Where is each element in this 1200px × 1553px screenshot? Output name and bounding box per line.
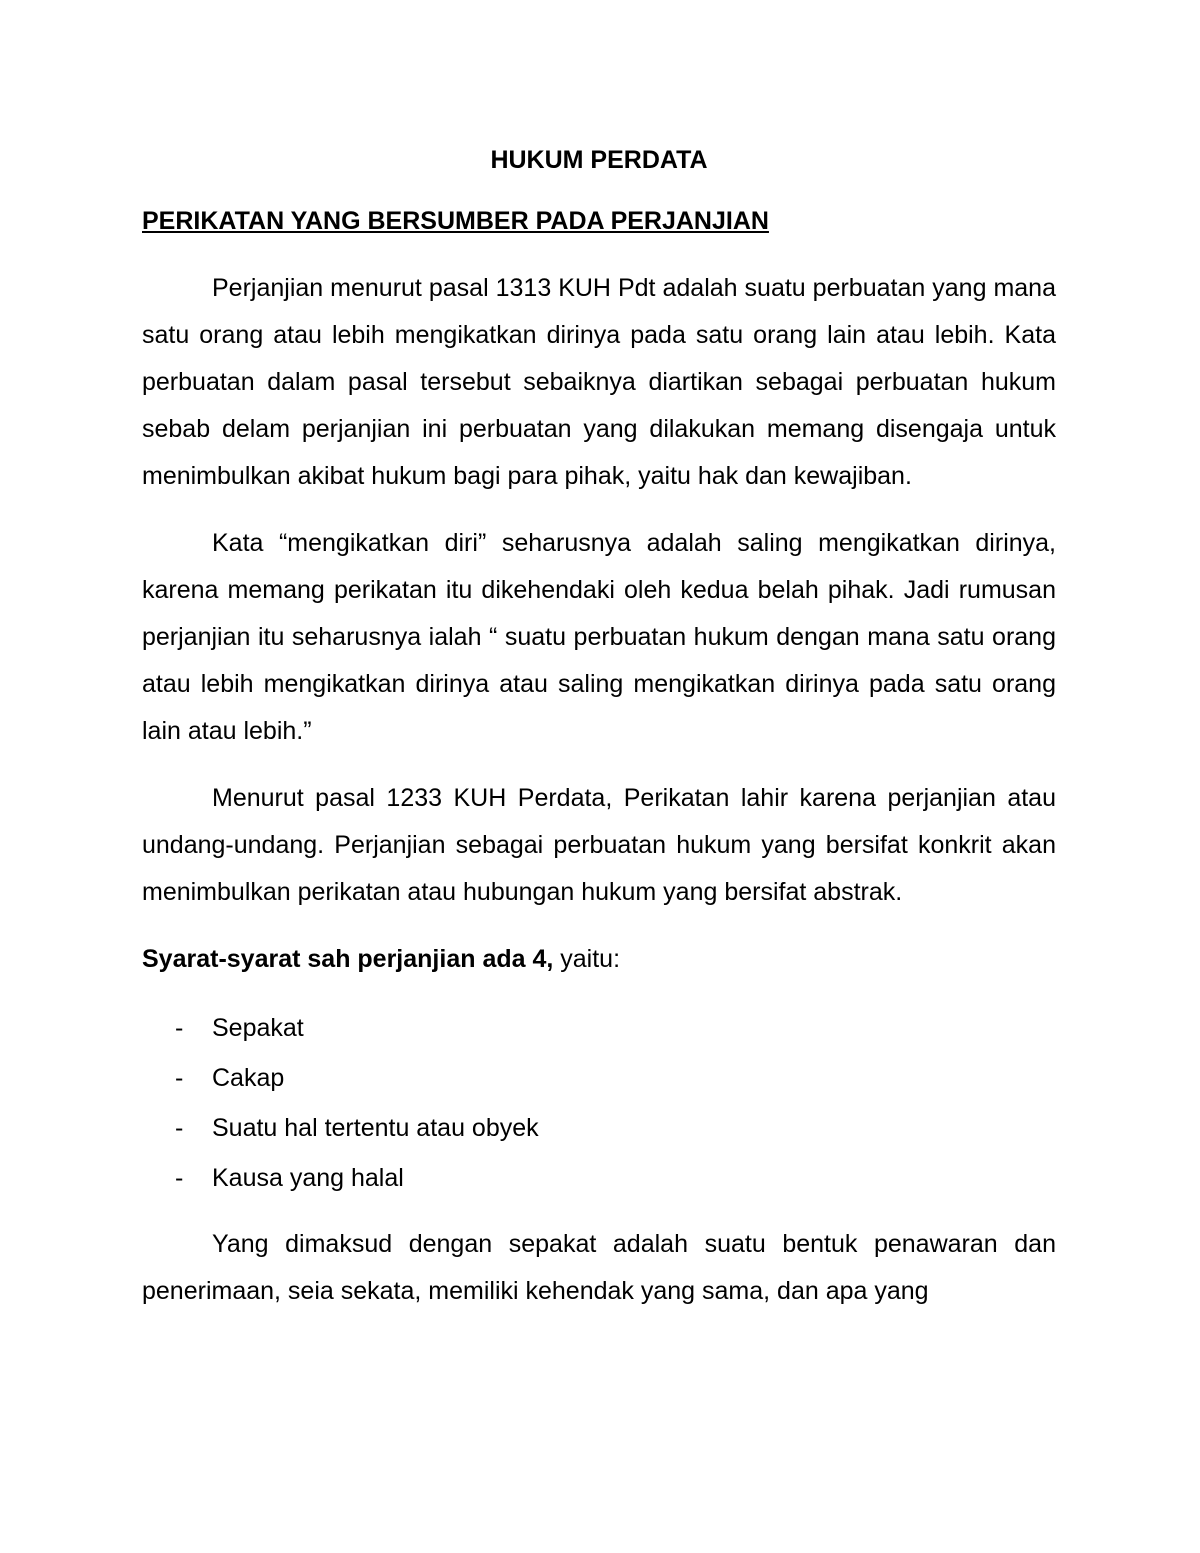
document-title: HUKUM PERDATA [490,146,708,174]
list-item [142,1103,1056,1153]
requirements-list [142,1003,1056,1203]
list-item [142,1053,1056,1103]
requirements-heading-normal: yaitu: [553,945,621,973]
list-item-text: Sepakat [212,1014,304,1042]
paragraph-2: Kata “mengikatkan diri” seharusnya adalah saling mengikatkan dirinya, karena memang perikatan itu dikehendaki oleh kedua belah pihak. Jadi rumusan perjanjian itu seharusnya ialah “ suatu perbuatan hukum dengan mana satu orang atau lebih mengikatkan dirinya atau saling mengikatkan dirinya pada satu orang lain atau lebih.” [142,529,1056,745]
paragraph-1: Perjanjian menurut pasal 1313 KUH Pdt adalah suatu perbuatan yang mana satu orang atau lebih mengikatkan dirinya pada satu orang lain atau lebih. Kata perbuatan dalam pasal tersebut sebaiknya diartikan sebagai perbuatan hukum sebab delam perjanjian ini perbuatan yang dilakukan memang disengaja untuk menimbulkan akibat hukum bagi para pihak, yaitu hak dan kewajiban. [142,274,1056,490]
list-marker: - [175,1014,184,1042]
list-marker: - [175,1164,184,1192]
document-body [142,140,1056,1315]
list-item-text: Kausa yang halal [212,1164,404,1192]
list-marker: - [175,1064,184,1092]
list-item-text: Suatu hal tertentu atau obyek [212,1114,539,1142]
list-marker: - [175,1114,184,1142]
requirements-heading-bold: Syarat-syarat sah perjanjian ada 4, [142,945,554,973]
requirements-heading [142,936,1056,983]
list-item [142,1003,1056,1053]
section-heading: PERIKATAN YANG BERSUMBER PADA PERJANJIAN [142,207,769,235]
paragraph-3: Menurut pasal 1233 KUH Perdata, Perikatan lahir karena perjanjian atau undang-undang. Perjanjian sebagai perbuatan hukum yang bersifat konkrit akan menimbulkan perikatan atau hubungan hukum yang bersifat abstrak. [142,784,1056,906]
list-item-text: Cakap [212,1064,285,1092]
list-item [142,1153,1056,1203]
paragraph-4: Yang dimaksud dengan sepakat adalah suatu bentuk penawaran dan penerimaan, seia sekata, memiliki kehendak yang sama, dan apa yang [142,1230,1056,1305]
